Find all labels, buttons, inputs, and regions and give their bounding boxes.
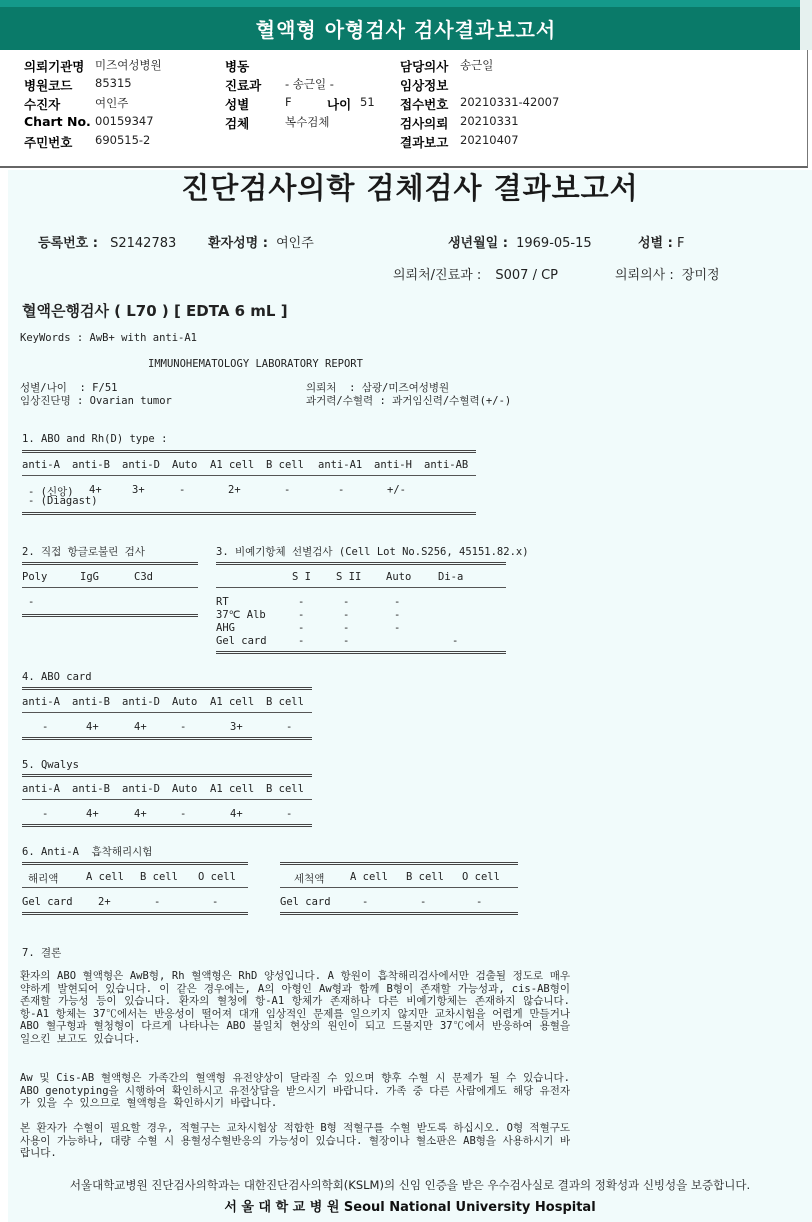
row-label: RT [216,596,229,608]
report-date-label: 결과보고 [400,135,449,150]
resident-no-value: 690515-2 [95,133,151,147]
col-header: C3d [134,571,153,583]
col-header: Auto [386,571,412,583]
report-title: 진단검사의학 검체검사 결과보고서 [181,171,639,205]
patient-name-label: 환자성명 : [208,236,268,251]
info-row [0,133,808,150]
cell: 2+ [228,484,241,496]
cell: - [42,721,49,733]
cell: - [154,896,161,908]
col-header: O cell [462,871,500,883]
antibody-row-gel-card [216,635,506,648]
col-header: Auto [172,783,198,795]
hospital-code-label: 병원코드 [24,78,73,93]
diagast-row: - (Diagast) [28,495,98,507]
col-header: anti-H [374,459,412,471]
hospital-name: 서 울 대 학 교 병 원 Seoul National University Hospital [224,1200,596,1215]
qwalys-result-row [22,808,322,821]
double-rule [22,774,312,777]
col-header: anti-AB [424,459,469,471]
col-header: O cell [198,871,236,883]
col-header: anti-A [22,696,60,708]
conclusion-title: 7. 결론 [22,947,62,959]
dat-result-row [22,596,202,609]
cell: - [180,721,187,733]
col-header: S I [292,571,311,583]
accession-label: 접수번호 [400,97,449,112]
col-header: Auto [172,459,198,471]
antibody-row-ahg [216,622,506,635]
accession-value: 20210331-42007 [460,95,560,109]
double-rule [22,562,198,565]
report-sex-label: 성별 : [638,236,673,251]
col-header: anti-A1 [318,459,363,471]
double-rule [280,862,518,865]
cell: 2+ [98,896,111,908]
cell: - [298,596,305,608]
col-header: B cell [266,459,304,471]
hospital-code-value: 85315 [95,76,132,90]
referral-value: S007 / CP [495,268,559,283]
col-header: anti-B [72,459,110,471]
info-row [0,95,808,112]
lab-report-heading: IMMUNOHEMATOLOGY LABORATORY REPORT [148,358,363,370]
antibody-row-rt [216,596,506,609]
doctor-label: 담당의사 [400,59,449,74]
cell: - [212,896,219,908]
cell: - [362,896,369,908]
row-label: AHG [216,622,235,634]
col-header: anti-D [122,696,160,708]
col-header: B cell [266,696,304,708]
col-header: A cell [86,871,124,883]
qwalys-title: 5. Qwalys [22,759,79,771]
cell: - [343,596,350,608]
clinical-info-label: 임상정보 [400,78,449,93]
double-rule [22,450,476,453]
specimen-value: 복수검체 [285,115,330,129]
request-date-label: 검사의뢰 [400,116,449,131]
age-label: 나이 [327,97,352,112]
patient-label: 수진자 [24,97,61,112]
referring-doctor-label: 의뢰의사 : [615,268,674,283]
referral-info [393,264,558,283]
cell: - [394,596,401,608]
double-rule [22,614,198,617]
col-header: Di-a [438,571,464,583]
specimen-label: 검체 [225,116,250,131]
col-header: B cell [266,783,304,795]
cell: - [298,609,305,621]
cell: - [298,622,305,634]
section-title: 혈액은행검사 ( L70 ) [ EDTA 6 mL ] [22,302,288,320]
col-header: B cell [406,871,444,883]
report-banner [0,0,812,50]
cell: - [286,808,293,820]
birth-date-value: 1969-05-15 [516,236,592,251]
lab-report-sheet [8,170,812,1222]
cell: 3+ [230,721,243,733]
col-header: S II [336,571,362,583]
chart-no-label: Chart No. [24,114,91,129]
abo-card-result-row [22,721,322,734]
referrer-line: 의뢰처 : 삼광/미즈여성병원 [306,382,450,394]
cell: - [42,808,49,820]
single-rule [216,587,506,588]
conclusion-paragraph: 환자의 ABO 혈액형은 AwB형, Rh 혈액형은 RhD 양성입니다. A 항원이 흡착해리검사에서만 검출될 정도로 매우 약하게 발현되어 있습니다. 이 같은 경우에는, A의 아형인 Aw형과 함께 B형이 존재할 가능성과, cis-AB형이 존재할 가능성 등이 있습니다. 환자의 혈청에 항-A1 항체가 존재하나 다른 비예기항체는 존재하지 않습니다. 항-A1 항체는 37℃에서는 반응성이 떨어져 대개 임상적인 문제를 일으키지 않지만 교차시험을 어렵게 만들거나 ABO 혈구형과 혈청형이 다르게 나타나는 ABO 불일치 현상의 원인이 되고 드물지만 37℃에서 반응하여 용혈을 일으킨 보고도 있습니다. [20,970,570,1045]
diagnosis-line: 임상진단명 : Ovarian tumor [20,395,172,407]
cell: - [28,596,35,608]
cell: - [286,721,293,733]
antibody-header-row [216,571,506,584]
antibody-row-37-alb [216,609,506,622]
referring-doctor [615,264,720,283]
dat-header-row [22,571,202,584]
chart-no-value: 00159347 [95,114,154,128]
cell: 4+ [86,721,99,733]
registration-number [38,232,176,251]
info-row [0,57,808,74]
info-row [0,114,808,131]
col-header: A1 cell [210,459,255,471]
cell: - [180,808,187,820]
cell: - [343,609,350,621]
wash-result-row [280,896,520,909]
col-header: 세척액 [294,873,325,885]
eluate-result-row [22,896,252,909]
referring-doctor-value: 장미정 [681,268,720,283]
cell: - (신앙) [28,486,74,498]
col-header: B cell [140,871,178,883]
single-rule [22,475,476,476]
history-line: 과거력/수혈력 : 과거임신력/수혈력(+/-) [306,395,512,407]
certification-note: 서울대학교병원 진단검사의학과는 대한진단검사의학회(KSLM)의 신임 인증을 받은 우수검사실로 결과의 정확성과 신빙성을 보증합니다. [69,1178,751,1192]
double-rule [22,737,312,740]
col-header: anti-D [122,783,160,795]
col-header: A1 cell [210,783,255,795]
conclusion-paragraph: Aw 및 Cis-AB 혈액형은 가족간의 혈액형 유전양상이 달라질 수 있으며 향후 수혈 시 문제가 될 수 있습니다. ABO genotyping을 시행하여 확인하시고 유전상담을 받으시기 바랍니다. 가족 중 다른 사람에게도 해당 유전자가 있을 수 있으므로 혈액형을 확인하시기 바랍니다. [20,1072,570,1110]
col-header: Auto [172,696,198,708]
double-rule [22,824,312,827]
registration-label: 등록번호 : [38,236,98,251]
cell: 4+ [134,721,147,733]
patient-name [208,232,314,251]
double-rule [216,562,506,565]
double-rule [22,512,476,515]
abo-card-title: 4. ABO card [22,671,92,683]
col-header: anti-B [72,783,110,795]
report-sex-value: F [676,236,685,251]
qwalys-header-row [22,783,322,796]
wash-header-row [280,871,520,884]
col-header: IgG [80,571,99,583]
dat-title: 2. 직접 항글로불린 검사 [22,546,145,558]
cell: - [394,609,401,621]
row-label: Gel card [22,896,73,908]
institution-label: 의뢰기관명 [24,59,85,74]
col-header: Poly [22,571,48,583]
double-rule [280,912,518,915]
referral-label: 의뢰처/진료과 : [393,268,482,283]
sex-value: F [285,95,292,109]
single-rule [22,799,312,800]
cell: - [298,635,305,647]
institution-value: 미즈여성병원 [95,58,162,72]
ward-label: 병동 [225,59,250,74]
cell: 4+ [134,808,147,820]
cell: 4+ [89,484,102,496]
cell: - [343,635,350,647]
resident-no-label: 주민번호 [24,135,73,150]
cell: - [343,622,350,634]
birth-date [448,232,592,251]
row-label: 37℃ Alb [216,609,266,621]
cell: - [179,484,186,496]
col-header: A cell [350,871,388,883]
patient-value: 여인주 [95,96,129,110]
elution-title: 6. Anti-A 흡착해리시험 [22,846,153,858]
cell: 4+ [86,808,99,820]
abo-rh-header-row [22,459,482,472]
double-rule [22,912,248,915]
cell: - [338,484,345,496]
col-header: anti-B [72,696,110,708]
request-date-value: 20210331 [460,114,519,128]
info-row [0,76,808,93]
header-info-panel [0,50,808,168]
report-sex [638,232,684,251]
antibody-screen-title: 3. 비예기항체 선별검사 (Cell Lot No.S256, 45151.82.x) [216,546,529,558]
banner-edge [800,0,812,50]
sex-age-line: 성별/나이 : F/51 [20,382,118,394]
cell: - [476,896,483,908]
cell: +/- [387,484,406,496]
cell: - [420,896,427,908]
birth-date-label: 생년월일 : [448,236,508,251]
col-header: anti-A [22,783,60,795]
department-value: - 송근일 - [285,77,334,91]
double-rule [22,687,312,690]
doctor-value: 송근일 [460,58,494,72]
col-header: anti-D [122,459,160,471]
col-header: 해리액 [28,873,59,885]
abo-card-header-row [22,696,322,709]
cell: 3+ [132,484,145,496]
report-date-value: 20210407 [460,133,519,147]
double-rule [216,651,506,654]
row-label: Gel card [280,896,331,908]
cell: - [394,622,401,634]
cell: - [452,635,459,647]
single-rule [280,887,518,888]
single-rule [22,887,248,888]
single-rule [22,587,198,588]
keywords: KeyWords : AwB+ with anti-A1 [20,332,198,344]
department-label: 진료과 [225,78,262,93]
age-value: 51 [360,95,375,109]
banner-title: 혈액형 아형검사 검사결과보고서 [255,18,557,42]
row-label: Gel card [216,635,267,647]
double-rule [22,862,248,865]
col-header: anti-A [22,459,60,471]
patient-name-value: 여인주 [276,236,314,251]
registration-value: S2142783 [110,236,177,251]
cell: 4+ [230,808,243,820]
conclusion-paragraph: 본 환자가 수혈이 필요할 경우, 적혈구는 교차시험상 적합한 B형 적혈구를 수혈 받도록 하십시오. O형 적혈구도 사용이 가능하나, 대량 수혈 시 용혈성수혈반응의 가능성이 있습니다. 혈장이나 혈소판은 AB형을 사용하시기 바랍니다. [20,1122,570,1160]
eluate-header-row [22,871,252,884]
cell: - [284,484,291,496]
abo-rh-title: 1. ABO and Rh(D) type : [22,433,168,445]
sex-label: 성별 [225,97,250,112]
single-rule [22,712,312,713]
col-header: A1 cell [210,696,255,708]
